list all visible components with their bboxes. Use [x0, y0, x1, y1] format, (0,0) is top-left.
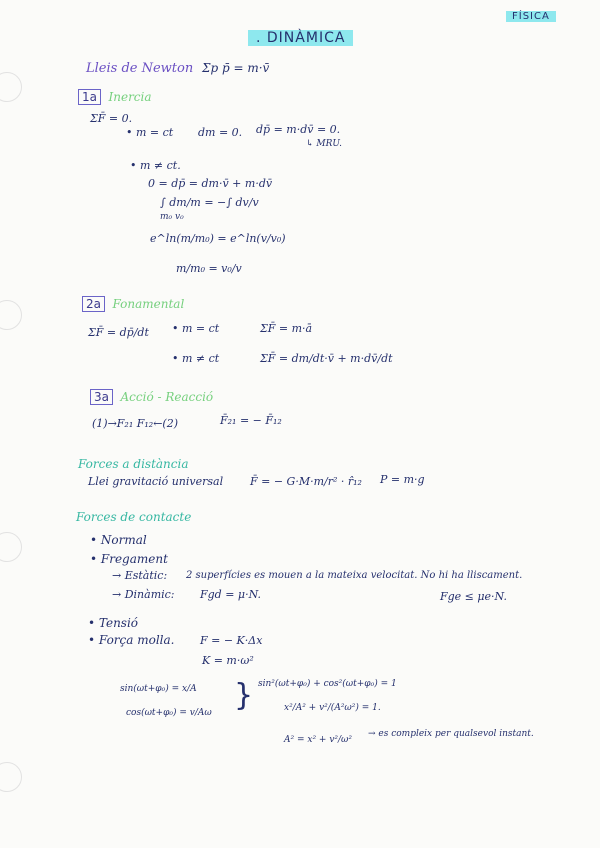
trig-identity-eq: sin²(ωt+φ₀) + cos²(ωt+φ₀) = 1 — [258, 679, 397, 689]
amplitude-eq: A² = x² + v²/ω² — [284, 735, 352, 745]
newton-second-law-eq: ΣF̄ = m·ā — [260, 322, 313, 335]
action-reaction-eq: F̄₂₁ = − F̄₁₂ — [220, 414, 282, 427]
distance-forces-heading: Forces a distància — [78, 457, 189, 471]
friction-item: • Fregament — [90, 552, 168, 566]
case-m-variable: • m ≠ ct. — [130, 159, 181, 172]
law-number-3: 3a — [90, 389, 113, 405]
static-friction-label: → Estàtic: — [112, 569, 168, 582]
tension-item: • Tensió — [88, 616, 139, 630]
dynamic-friction-eq: Fgd = μ·N. — [200, 588, 261, 601]
page-title: . DINÀMICA — [248, 30, 353, 46]
law-number-2: 2a — [82, 296, 105, 312]
binder-hole — [0, 300, 22, 330]
law-title-fonamental: Fonamental — [112, 297, 185, 311]
cosine-eq: cos(ωt+φ₀) = v/Aω — [126, 708, 212, 718]
gravitation-law-label: Llei gravitació universal — [88, 475, 224, 488]
subject-tag: FÍSICA — [506, 11, 556, 22]
dynamic-friction-label: → Dinàmic: — [112, 588, 175, 601]
momentum-derivative-eq: 0 = dp̄ = dm·v̄ + m·dv̄ — [148, 177, 273, 190]
fonamental-case-2: • m ≠ ct — [172, 352, 220, 365]
law-title-accio: Acció - Reacció — [120, 390, 214, 404]
dp-zero-eq: dp̄ = m·dv̄ = 0. — [256, 123, 341, 136]
binder-hole — [0, 72, 22, 102]
law-title-inercia: Inercia — [108, 90, 152, 104]
action-reaction-diagram: (1)→F₂₁ F₁₂←(2) — [92, 417, 178, 430]
exponential-eq: e^ln(m/m₀) = e^ln(v/v₀) — [150, 232, 286, 245]
variable-mass-force-eq: ΣF̄ = dm/dt·v̄ + m·dv̄/dt — [260, 352, 393, 365]
spring-constant-eq: K = m·ω² — [202, 654, 254, 667]
gravitation-eq: F̄ = − G·M·m/r² · r̂₁₂ — [250, 475, 362, 488]
sine-eq: sin(ωt+φ₀) = x/A — [120, 684, 197, 694]
ellipse-eq: x²/A² + v²/(A²ω²) = 1. — [284, 703, 381, 713]
amplitude-note: → es compleix per qualsevol instant. — [368, 729, 534, 739]
brace-symbol: } — [234, 678, 254, 713]
dm-zero: dm = 0. — [198, 126, 243, 139]
sum-forces-zero: ΣF̄ = 0. — [90, 112, 133, 125]
binder-hole — [0, 532, 22, 562]
static-friction-text: 2 superfícies es mouen a la mateixa velocitat. No hi ha lliscament. — [186, 570, 523, 581]
integral-limits: m₀ v₀ — [160, 212, 184, 222]
law-number-1: 1a — [78, 89, 101, 105]
binder-hole — [0, 762, 22, 792]
mass-velocity-ratio: m/m₀ = v₀/v — [176, 262, 242, 275]
sum-forces-dp-dt: ΣF̄ = dp̄/dt — [88, 326, 149, 339]
case-m-constant: • m = ct — [126, 126, 174, 139]
mru-note: ↳ MRU. — [306, 139, 343, 149]
momentum-formula: Σp p̄ = m·v̄ — [202, 61, 270, 75]
spring-force-item: • Força molla. — [88, 633, 175, 647]
fonamental-case-1: • m = ct — [172, 322, 220, 335]
weight-eq: P = m·g — [380, 473, 425, 486]
contact-forces-heading: Forces de contacte — [76, 510, 192, 524]
normal-force-item: • Normal — [90, 533, 147, 547]
hooke-law-eq: F = − K·Δx — [200, 634, 263, 647]
static-friction-eq: Fge ≤ μe·N. — [440, 590, 507, 603]
newton-heading: Lleis de Newton — [86, 61, 194, 76]
integral-eq: ∫ dm/m = −∫ dv/v — [160, 196, 259, 209]
